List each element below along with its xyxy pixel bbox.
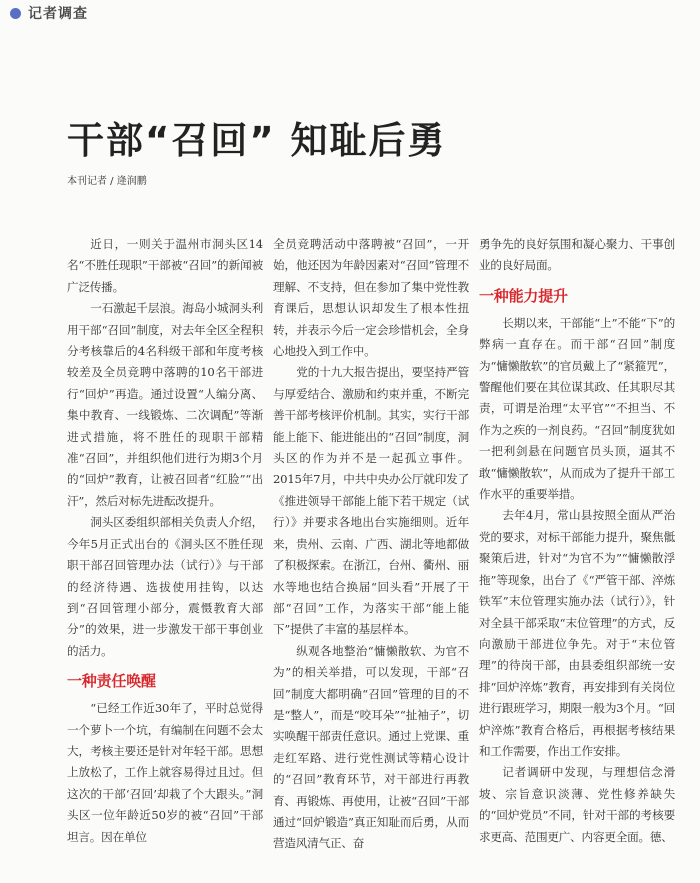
section-heading: 一种责任唤醒 [67,672,156,691]
section-heading: 一种能力提升 [479,286,568,305]
paragraph: 记者调研中发现，与理想信念滑坡、宗旨意识淡薄、党性修养缺失的“回炉党员”不同，针对干部的考核要求更高、范围更广、内容更全面。德、 [479,765,675,844]
paragraph: 去年4月，常山县按照全面从严治党的要求，对标干部能力提升，聚焦骶聚策后进，针对“为官不为”“慵懒散浮拖”等现象，出台了《“严管干部、淬炼铁军”末位管理实施办法（试行）》，针对全县干部采取“末位管理”的方式，反向激励干部进位争先。对于“末位管理”的待岗干部，由县委组织部统一安排“回炉淬炼”教育，再安排到有关岗位进行跟班学习，期限一般为3个月。“回炉淬炼”教育合格后，再根据考核结果和工作需要，作出工作安排。 [479,508,675,758]
section-tag [10,3,88,23]
paragraph: “已经工作近30年了，平时总觉得一个萝卜一个坑，有编制在问题不会太大，考核主要还是针对年轻干部。思想上放松了，工作上就容易得过且过。但这次的干部‘召回’却栽了个大跟头。”洞头区一位年龄近50岁的被“召回”干部坦言。因在单位 [67,701,263,844]
paragraph: 党的十九大报告提出，要坚持严管与厚爱结合、激励和约束并重，不断完善干部考核评价机制。其实，实行干部能上能下、能进能出的“召回”制度，洞头区的作为并不是一起孤立事件。2015年7月，中共中央办公厅就印发了《推进领导干部能上能下若干规定（试行）》并要求各地出台实施细则。近年来，贵州、云南、广西、湖北等地都做了积极探索。在浙江，台州、衢州、丽水等地也结合换届“回头看”开展了干部“召回”工作，为落实干部“能上能下”提供了丰富的基层样本。 [273,365,469,637]
section-bullet-icon [10,8,21,19]
article-column-2 [273,234,469,855]
article-byline: 本刊记者 / 逄润鹏 [67,176,147,187]
article-title: 干部“召回” 知耻后勇 [67,119,447,162]
article-column-3 [479,234,675,848]
paragraph: 长期以来，干部能“上”不能“下”的弊病一直存在。而干部“召回”制度为“慵懒散软”的官员戴上了“紧箍咒”，警醒他们要在其位谋其政、任其职尽其责，可谓是治理“太平官”“不担当、不作为之疾的一剂良药。“召回”制度犹如一把利剑悬在问题官员头顶，逼其不敢“慵懒散软”，从而成为了提升干部工作水平的重要举措。 [479,315,675,502]
paragraph: 纵观各地整治“慵懒散软、为官不为”的相关举措，可以发现，干部“召回”制度大都明确“召回”管理的目的不是“整人”，而是“咬耳朵”“扯袖子”，切实唤醒干部责任意识。通过上党课、重走红军路、进行党性测试等精心设计的“召回”教育环节，对干部进行再教育、再锻炼、再使用，让被“召回”干部通过“回炉锻造”真正知耻而后勇，从而营造风清气正、奋 [273,643,469,851]
section-label: 记者调查 [28,6,88,22]
paragraph: 勇争先的良好氛围和凝心聚力、干事创业的良好局面。 [479,237,675,273]
paragraph: 一石激起千层浪。海岛小城洞头利用干部“召回”制度，对去年全区全程积分考核靠后的4名科级干部和年度考核较差及全员竞聘中落聘的10名干部进行“回炉”再造。通过设置“人编分离、集中教育、一线锻炼、二次调配”等渐进式措施，将不胜任的现职干部精准“召回”，并组织他们进行为期3个月的“回炉”教育，让被召回者“红脸”“出汗”，然后对标先进酝改提升。 [67,301,263,508]
paragraph: 全员竞聘活动中落聘被“召回”，一开始，他还因为年龄因素对“召回”管理不理解、不支持，但在参加了集中党性教育课后，思想认识却发生了根本性扭转，并表示今后一定会珍惜机会，全身心地投入到工作中。 [273,237,469,359]
paragraph: 近日，一则关于温州市洞头区14名“不胜任现职”干部被“召回”的新闻被广泛传播。 [67,237,263,294]
article-column-1 [67,234,263,848]
paragraph: 洞头区委组织部相关负责人介绍，今年5月正式出台的《洞头区不胜任现职干部召回管理办法（试行）》与干部的经济待遇、选拔使用挂钩，以达到“召回管理小部分，震慑教育大部分”的效果，进一步激发干部干事创业的活力。 [67,515,263,658]
